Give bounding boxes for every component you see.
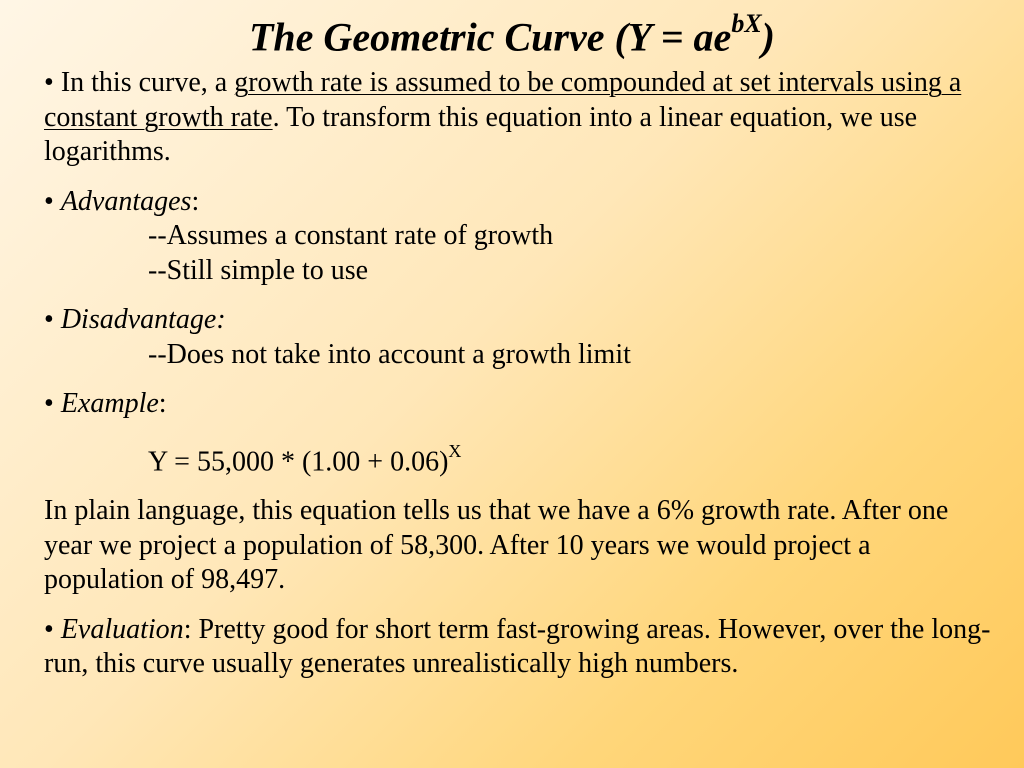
example-label: Example bbox=[60, 388, 159, 419]
equation-base: Y = 55,000 * (1.00 + 0.06) bbox=[148, 445, 449, 477]
advantages-heading bbox=[44, 185, 994, 220]
title-exponent: bX bbox=[731, 9, 762, 38]
slide-body bbox=[44, 66, 994, 682]
title-main: The Geometric Curve (Y = ae bbox=[249, 14, 732, 60]
title-close: ) bbox=[761, 14, 775, 60]
equation-exponent: X bbox=[448, 440, 462, 461]
evaluation-paragraph bbox=[44, 613, 994, 682]
disadvantage-item: --Does not take into account a growth limit bbox=[148, 338, 631, 370]
plain-language-paragraph: In plain language, this equation tells us that we have a 6% growth rate. After one year we project a population of 58,300. After 10 years we would project a population of 98,497. bbox=[44, 495, 949, 596]
intro-underlined-text: growth rate is assumed to be compounded at set intervals using a constant growth rate bbox=[44, 67, 962, 133]
advantage-item: --Assumes a constant rate of growth bbox=[148, 220, 554, 251]
disadvantage-heading bbox=[44, 303, 994, 338]
intro-paragraph bbox=[44, 66, 994, 170]
intro-lead: In this curve, a bbox=[60, 67, 235, 98]
example-bullet: • bbox=[44, 388, 61, 419]
advantages-label: Advantages bbox=[60, 185, 192, 217]
evaluation-label: Evaluation bbox=[60, 613, 184, 645]
evaluation-text: : Pretty good for short term fast-growing areas. However, over the long-run, this curve usually generates unrealistically high numbers. bbox=[44, 613, 991, 680]
example-section bbox=[44, 387, 994, 479]
example-colon: : bbox=[158, 388, 167, 419]
slide-title bbox=[0, 9, 1024, 60]
disadvantage-label: Disadvantage: bbox=[60, 304, 226, 335]
advantages-section bbox=[44, 185, 994, 289]
example-equation bbox=[44, 437, 994, 480]
intro-rest: . To transform this equation into a linear equation, we use logarithms. bbox=[44, 101, 918, 167]
advantages-colon: : bbox=[191, 185, 200, 217]
evaluation-bullet: • bbox=[44, 613, 61, 645]
advantage-item: --Still simple to use bbox=[148, 254, 369, 286]
disadvantage-section bbox=[44, 303, 994, 372]
advantages-bullet: • bbox=[44, 185, 61, 217]
intro-bullet: • bbox=[44, 67, 61, 98]
example-heading bbox=[44, 387, 994, 422]
disadvantage-bullet: • bbox=[44, 304, 61, 335]
